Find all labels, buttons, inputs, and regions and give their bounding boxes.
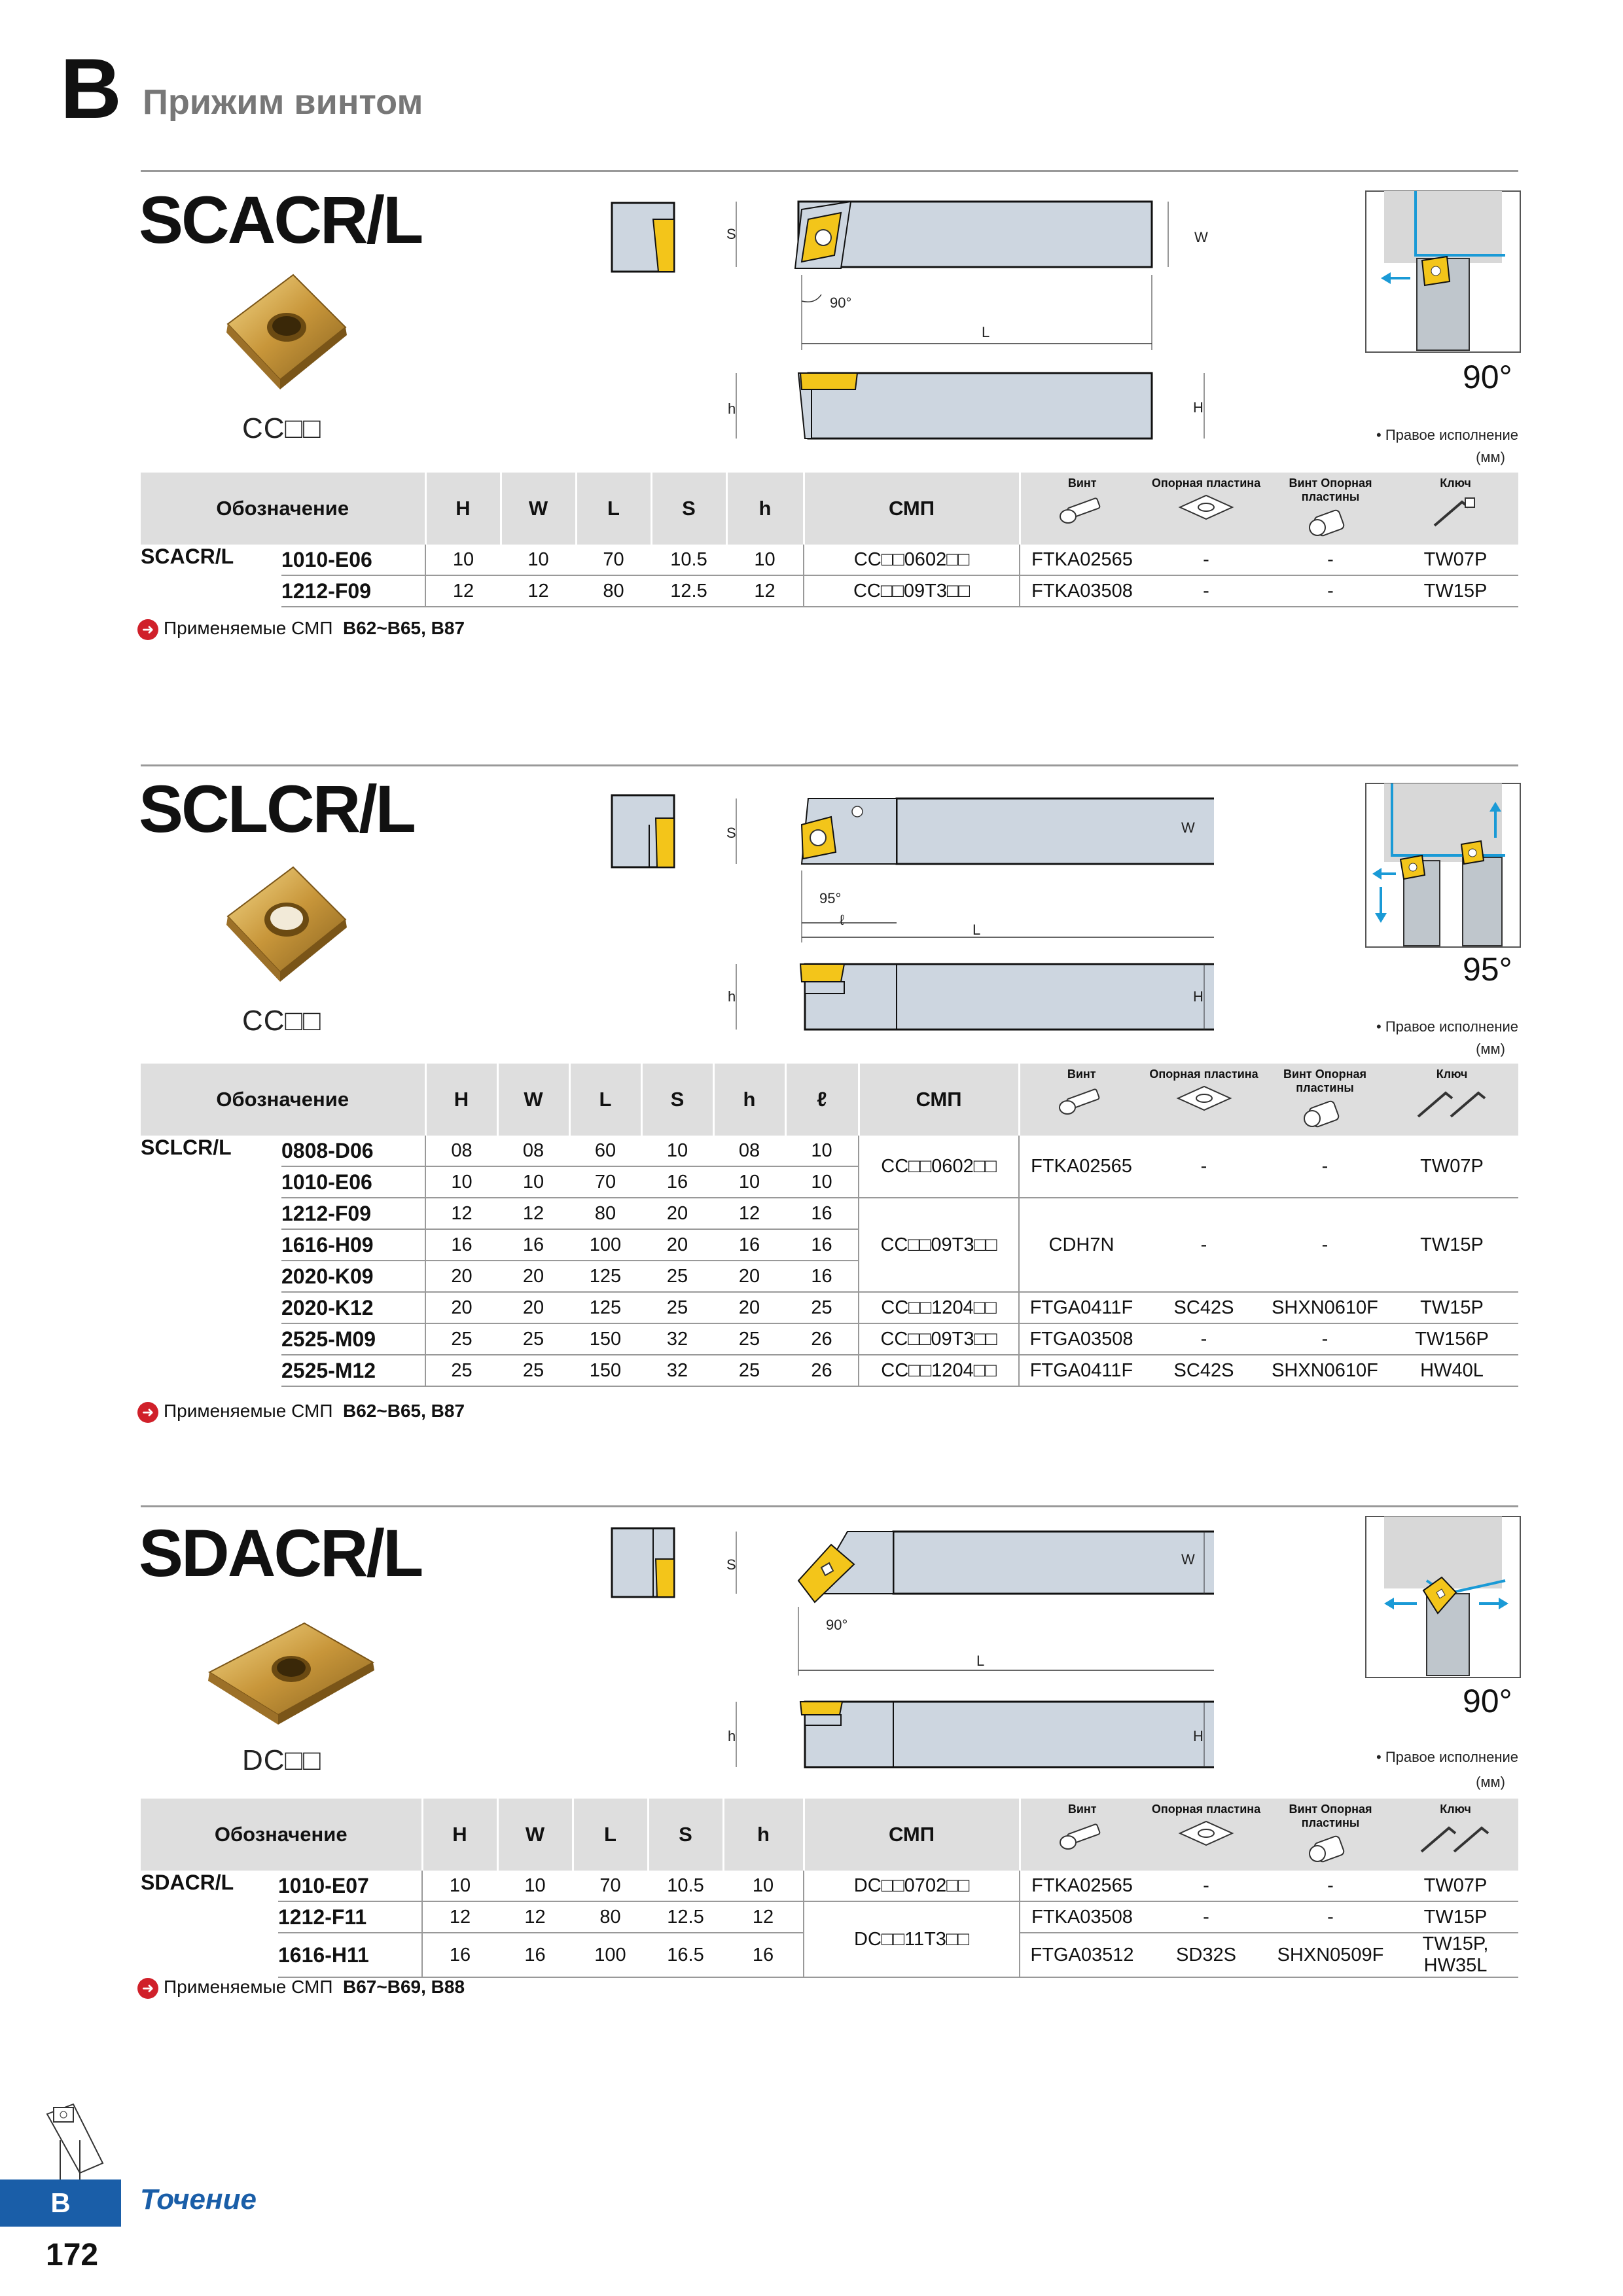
- table-row: [141, 1136, 1518, 1166]
- cell-h: 20: [713, 1292, 785, 1323]
- spec-table: [141, 1799, 1518, 1978]
- cell-H: 12: [425, 575, 501, 607]
- cell-S: 16: [641, 1166, 713, 1198]
- cell-W: 25: [497, 1323, 569, 1355]
- shim-icon: [1177, 1820, 1236, 1846]
- divider: [141, 170, 1518, 172]
- cell-W: 10: [497, 1166, 569, 1198]
- approach-angle: 95°: [1463, 951, 1512, 988]
- col-insert: СМП: [804, 473, 1020, 545]
- cell-h: 10: [723, 1871, 804, 1901]
- cell-screw: FTKA02565: [1019, 1136, 1143, 1198]
- cell-L: 100: [573, 1933, 648, 1977]
- row-code: 1616-H11: [278, 1933, 422, 1977]
- cell-shim: -: [1144, 1901, 1268, 1933]
- cell-insert: CC□□09T3□□: [804, 575, 1020, 607]
- col-key: [1393, 473, 1518, 545]
- cell-insert: CC□□09T3□□: [859, 1198, 1019, 1292]
- cell-L: 80: [569, 1198, 641, 1229]
- cell-shim-screw: -: [1268, 1871, 1393, 1901]
- cell-insert: CC□□09T3□□: [859, 1323, 1019, 1355]
- row-model: SCACR/L: [141, 545, 234, 568]
- cell-h: 10: [713, 1166, 785, 1198]
- cell-W: 16: [497, 1229, 569, 1261]
- cell-l: 10: [785, 1166, 859, 1198]
- col-shim-screw: [1268, 473, 1393, 545]
- col-key: [1385, 1064, 1518, 1136]
- dim-angle: 90°: [826, 1617, 848, 1633]
- cell-screw: FTKA03508: [1020, 575, 1144, 607]
- col-screw: [1020, 1799, 1144, 1871]
- cell-h: 10: [726, 545, 804, 575]
- cell-shim: SD32S: [1144, 1933, 1268, 1977]
- end-view-diagram: [609, 200, 681, 275]
- dim-w: W: [1181, 819, 1195, 836]
- model-title: SDACR/L: [139, 1516, 422, 1590]
- units-note: (мм): [1476, 449, 1505, 465]
- cell-l: 10: [785, 1136, 859, 1166]
- cell-screw: FTKA02565: [1020, 545, 1144, 575]
- row-code: 2020-K12: [281, 1292, 425, 1323]
- row-code: 1010-E06: [281, 545, 425, 575]
- applicable-pages[interactable]: B62~B65, B87: [343, 618, 465, 638]
- table-row: [141, 1292, 1518, 1323]
- col-S: S: [648, 1799, 723, 1871]
- key-icon: [1429, 494, 1482, 527]
- cell-insert: CC□□1204□□: [859, 1355, 1019, 1386]
- cell-screw: FTGA0411F: [1019, 1292, 1143, 1323]
- dim-h-big: H: [1193, 1728, 1204, 1744]
- key-icon: [1413, 1085, 1491, 1118]
- cell-L: 125: [569, 1292, 641, 1323]
- applicable-label: Применяемые СМП: [164, 1401, 333, 1421]
- cell-insert: CC□□1204□□: [859, 1292, 1019, 1323]
- insert-code: DC□□: [242, 1744, 321, 1776]
- cell-L: 70: [573, 1871, 648, 1901]
- row-code: 2525-M12: [281, 1355, 425, 1386]
- cell-screw: CDH7N: [1019, 1198, 1143, 1292]
- dim-l: L: [982, 324, 990, 340]
- side-view-diagram: [717, 959, 1214, 1037]
- turning-tool-icon: [41, 2101, 106, 2183]
- dim-w: W: [1194, 229, 1208, 245]
- model-title: SCLCR/L: [139, 772, 414, 846]
- units-note: (мм): [1476, 1774, 1505, 1790]
- dim-l-small: ℓ: [840, 912, 845, 928]
- cell-H: 10: [425, 545, 501, 575]
- arrow-right-icon: ➜: [137, 1978, 158, 1999]
- model-title: SCACR/L: [139, 183, 422, 257]
- cell-shim: SC42S: [1143, 1355, 1264, 1386]
- col-H: H: [425, 1064, 497, 1136]
- applicable-pages[interactable]: B62~B65, B87: [343, 1401, 465, 1421]
- col-W: W: [501, 473, 576, 545]
- cell-W: 10: [501, 545, 576, 575]
- cell-S: 32: [641, 1323, 713, 1355]
- col-h: h: [726, 473, 804, 545]
- applicable-label: Применяемые СМП: [164, 618, 333, 638]
- cell-shim-screw: -: [1264, 1198, 1385, 1292]
- dim-w: W: [1181, 1551, 1195, 1568]
- col-shim-screw-label: Винт Опорная пластины: [1283, 1067, 1366, 1094]
- cell-key: TW15P, HW35L: [1393, 1933, 1518, 1977]
- shim-screw-icon: [1304, 508, 1357, 541]
- top-view-diagram: [717, 196, 1214, 360]
- cell-h: 12: [723, 1901, 804, 1933]
- cell-screw: FTGA03508: [1019, 1323, 1143, 1355]
- page-title: Прижим винтом: [143, 82, 423, 122]
- dim-angle: 95°: [819, 890, 842, 906]
- cell-l: 16: [785, 1198, 859, 1229]
- cell-S: 32: [641, 1355, 713, 1386]
- cell-key: HW40L: [1385, 1355, 1518, 1386]
- cell-S: 12.5: [651, 575, 726, 607]
- cell-W: 12: [497, 1198, 569, 1229]
- col-key-label: Ключ: [1440, 1803, 1471, 1816]
- table-row: [141, 1901, 1518, 1933]
- cell-screw: FTGA0411F: [1019, 1355, 1143, 1386]
- cell-h: 08: [713, 1136, 785, 1166]
- cell-screw: FTKA02565: [1020, 1871, 1144, 1901]
- col-H: H: [422, 1799, 497, 1871]
- cell-h: 16: [723, 1933, 804, 1977]
- cell-shim-screw: -: [1264, 1323, 1385, 1355]
- cutting-direction-diagram: [1364, 1515, 1522, 1679]
- page-number: 172: [46, 2238, 99, 2272]
- row-code: 2020-K09: [281, 1261, 425, 1292]
- row-code: 2525-M09: [281, 1323, 425, 1355]
- cell-W: 16: [497, 1933, 573, 1977]
- cell-L: 125: [569, 1261, 641, 1292]
- cell-insert: DC□□0702□□: [804, 1871, 1020, 1901]
- cell-shim: -: [1144, 1871, 1268, 1901]
- dim-h-big: H: [1193, 988, 1204, 1005]
- col-L: L: [573, 1799, 648, 1871]
- cell-L: 80: [573, 1901, 648, 1933]
- table-row: [141, 575, 1518, 607]
- right-hand-note: • Правое исполнение: [1376, 427, 1518, 443]
- col-shim: [1144, 473, 1268, 545]
- end-view-diagram: [609, 792, 681, 870]
- col-screw-label: Винт: [1067, 1803, 1097, 1816]
- dim-s: S: [726, 1556, 736, 1573]
- cell-l: 16: [785, 1261, 859, 1292]
- cell-W: 12: [501, 575, 576, 607]
- col-shim-label: Опорная пластина: [1149, 1067, 1258, 1081]
- col-W: W: [497, 1799, 573, 1871]
- row-code: 0808-D06: [281, 1136, 425, 1166]
- shim-screw-icon: [1304, 1834, 1357, 1867]
- col-shim-screw-label: Винт Опорная пластины: [1289, 476, 1372, 503]
- cell-W: 10: [497, 1871, 573, 1901]
- shim-icon: [1175, 1085, 1234, 1111]
- cell-H: 10: [422, 1871, 497, 1901]
- cell-H: 12: [422, 1901, 497, 1933]
- cell-W: 20: [497, 1292, 569, 1323]
- chapter-tab[interactable]: B: [0, 2179, 121, 2227]
- cell-W: 08: [497, 1136, 569, 1166]
- dim-s: S: [726, 226, 736, 242]
- cell-S: 10.5: [651, 545, 726, 575]
- insert-image: [208, 854, 365, 985]
- cell-H: 25: [425, 1323, 497, 1355]
- cell-h: 16: [713, 1229, 785, 1261]
- divider: [141, 1505, 1518, 1507]
- insert-image: [200, 1610, 383, 1728]
- col-S: S: [651, 473, 726, 545]
- col-S: S: [641, 1064, 713, 1136]
- approach-angle: 90°: [1463, 359, 1512, 395]
- dim-h-big: H: [1193, 399, 1204, 416]
- col-insert: СМП: [859, 1064, 1019, 1136]
- cell-L: 60: [569, 1136, 641, 1166]
- cell-screw: FTGA03512: [1020, 1933, 1144, 1977]
- cell-key: TW15P: [1385, 1292, 1518, 1323]
- col-shim-screw: [1268, 1799, 1393, 1871]
- cell-key: TW07P: [1393, 1871, 1518, 1901]
- cell-H: 12: [425, 1198, 497, 1229]
- cell-key: TW07P: [1393, 545, 1518, 575]
- cell-H: 20: [425, 1292, 497, 1323]
- row-model: SDACR/L: [141, 1871, 234, 1894]
- cell-W: 12: [497, 1901, 573, 1933]
- col-h: h: [713, 1064, 785, 1136]
- col-shim: [1144, 1799, 1268, 1871]
- cell-h: 12: [726, 575, 804, 607]
- dim-s: S: [726, 825, 736, 841]
- row-code: 1010-E06: [281, 1166, 425, 1198]
- row-code: 1616-H09: [281, 1229, 425, 1261]
- cell-H: 25: [425, 1355, 497, 1386]
- insert-code: CC□□: [242, 1005, 321, 1037]
- cell-S: 20: [641, 1198, 713, 1229]
- cell-shim-screw: SHXN0610F: [1264, 1292, 1385, 1323]
- screw-icon: [1056, 494, 1109, 527]
- screw-icon: [1056, 1820, 1109, 1853]
- col-L: L: [569, 1064, 641, 1136]
- cell-W: 25: [497, 1355, 569, 1386]
- row-model: SCLCR/L: [141, 1136, 232, 1159]
- units-note: (мм): [1476, 1041, 1505, 1057]
- col-designation: Обозначение: [141, 473, 425, 545]
- table-row: [141, 545, 1518, 575]
- dim-h-small: h: [728, 988, 736, 1005]
- table-row: [141, 1871, 1518, 1901]
- cell-shim: -: [1143, 1323, 1264, 1355]
- cell-shim: -: [1144, 575, 1268, 607]
- cell-h: 12: [713, 1198, 785, 1229]
- cell-shim: -: [1143, 1198, 1264, 1292]
- row-code: 1212-F09: [281, 1198, 425, 1229]
- cell-h: 25: [713, 1323, 785, 1355]
- section-letter: B: [60, 41, 122, 136]
- cell-insert: CC□□0602□□: [804, 545, 1020, 575]
- table-row: [141, 1198, 1518, 1229]
- cell-S: 10: [641, 1136, 713, 1166]
- col-shim-label: Опорная пластина: [1151, 1803, 1261, 1816]
- col-key-label: Ключ: [1436, 1067, 1468, 1081]
- col-key-label: Ключ: [1440, 476, 1471, 490]
- shim-screw-icon: [1299, 1099, 1351, 1132]
- applicable-inserts[interactable]: [137, 1977, 465, 1999]
- col-screw: [1020, 473, 1144, 545]
- col-screw-label: Винт: [1067, 476, 1097, 490]
- cell-insert: DC□□11T3□□: [804, 1901, 1020, 1977]
- col-screw: [1019, 1064, 1143, 1136]
- cell-h: 25: [713, 1355, 785, 1386]
- cell-insert: CC□□0602□□: [859, 1136, 1019, 1198]
- cell-L: 150: [569, 1355, 641, 1386]
- col-L: L: [576, 473, 651, 545]
- applicable-inserts[interactable]: [137, 1401, 465, 1423]
- cell-screw: FTKA03508: [1020, 1901, 1144, 1933]
- row-code: 1212-F11: [278, 1901, 422, 1933]
- dim-h-small: h: [728, 401, 736, 417]
- cutting-direction-diagram: [1364, 190, 1522, 353]
- side-view-diagram: [717, 1695, 1214, 1774]
- cell-key: TW15P: [1393, 575, 1518, 607]
- cell-S: 12.5: [648, 1901, 723, 1933]
- applicable-inserts[interactable]: [137, 618, 465, 640]
- cell-S: 16.5: [648, 1933, 723, 1977]
- insert-code: CC□□: [242, 412, 321, 444]
- arrow-right-icon: ➜: [137, 619, 158, 640]
- cell-L: 70: [576, 545, 651, 575]
- col-shim-screw: [1264, 1064, 1385, 1136]
- cell-H: 20: [425, 1261, 497, 1292]
- applicable-label: Применяемые СМП: [164, 1977, 333, 1997]
- col-shim-screw-label: Винт Опорная пластины: [1289, 1803, 1372, 1829]
- col-W: W: [497, 1064, 569, 1136]
- cell-shim-screw: -: [1268, 1901, 1393, 1933]
- cell-L: 150: [569, 1323, 641, 1355]
- screw-icon: [1056, 1085, 1108, 1118]
- end-view-diagram: [609, 1525, 681, 1600]
- cell-L: 80: [576, 575, 651, 607]
- cell-key: TW15P: [1385, 1198, 1518, 1292]
- cell-l: 25: [785, 1292, 859, 1323]
- cell-key: TW15P: [1393, 1901, 1518, 1933]
- cell-H: 16: [425, 1229, 497, 1261]
- cell-key: TW156P: [1385, 1323, 1518, 1355]
- cell-h: 20: [713, 1261, 785, 1292]
- right-hand-note: • Правое исполнение: [1376, 1749, 1518, 1765]
- cell-shim: -: [1143, 1136, 1264, 1198]
- spec-table: [141, 1064, 1518, 1387]
- cell-l: 26: [785, 1323, 859, 1355]
- cell-S: 25: [641, 1261, 713, 1292]
- col-shim-label: Опорная пластина: [1151, 476, 1261, 490]
- cell-shim-screw: -: [1264, 1136, 1385, 1198]
- row-code: 1212-F09: [281, 575, 425, 607]
- col-l: ℓ: [785, 1064, 859, 1136]
- cell-shim-screw: -: [1268, 575, 1393, 607]
- cell-S: 20: [641, 1229, 713, 1261]
- arrow-right-icon: ➜: [137, 1402, 158, 1423]
- cell-S: 25: [641, 1292, 713, 1323]
- col-key: [1393, 1799, 1518, 1871]
- cell-key: TW07P: [1385, 1136, 1518, 1198]
- col-insert: СМП: [804, 1799, 1020, 1871]
- cell-l: 16: [785, 1229, 859, 1261]
- cell-S: 10.5: [648, 1871, 723, 1901]
- col-designation: Обозначение: [141, 1799, 422, 1871]
- cell-shim: -: [1144, 545, 1268, 575]
- cell-H: 08: [425, 1136, 497, 1166]
- cell-shim-screw: -: [1268, 545, 1393, 575]
- top-view-diagram: [717, 1525, 1214, 1682]
- chapter-title: Точение: [140, 2183, 257, 2215]
- cutting-direction-diagram: [1364, 782, 1522, 949]
- cell-L: 70: [569, 1166, 641, 1198]
- table-row: [141, 1355, 1518, 1386]
- key-icon: [1416, 1820, 1495, 1853]
- divider: [141, 764, 1518, 766]
- cell-W: 20: [497, 1261, 569, 1292]
- cell-H: 10: [425, 1166, 497, 1198]
- cell-l: 26: [785, 1355, 859, 1386]
- approach-angle: 90°: [1463, 1683, 1512, 1719]
- shim-icon: [1177, 494, 1236, 520]
- cell-shim: SC42S: [1143, 1292, 1264, 1323]
- side-view-diagram: [717, 367, 1214, 445]
- applicable-pages[interactable]: B67~B69, B88: [343, 1977, 465, 1997]
- cell-shim-screw: SHXN0610F: [1264, 1355, 1385, 1386]
- col-screw-label: Винт: [1067, 1067, 1096, 1081]
- col-shim: [1143, 1064, 1264, 1136]
- cell-shim-screw: SHXN0509F: [1268, 1933, 1393, 1977]
- insert-image: [208, 262, 365, 393]
- cell-H: 16: [422, 1933, 497, 1977]
- col-designation: Обозначение: [141, 1064, 425, 1136]
- dim-l: L: [972, 922, 981, 938]
- row-code: 1010-E07: [278, 1871, 422, 1901]
- dim-angle: 90°: [830, 295, 852, 311]
- dim-h-small: h: [728, 1728, 736, 1744]
- col-H: H: [425, 473, 501, 545]
- top-view-diagram: [717, 792, 1214, 949]
- col-h: h: [723, 1799, 804, 1871]
- spec-table: [141, 473, 1518, 607]
- table-row: [141, 1323, 1518, 1355]
- cell-L: 100: [569, 1229, 641, 1261]
- dim-l: L: [976, 1653, 985, 1669]
- right-hand-note: • Правое исполнение: [1376, 1018, 1518, 1035]
